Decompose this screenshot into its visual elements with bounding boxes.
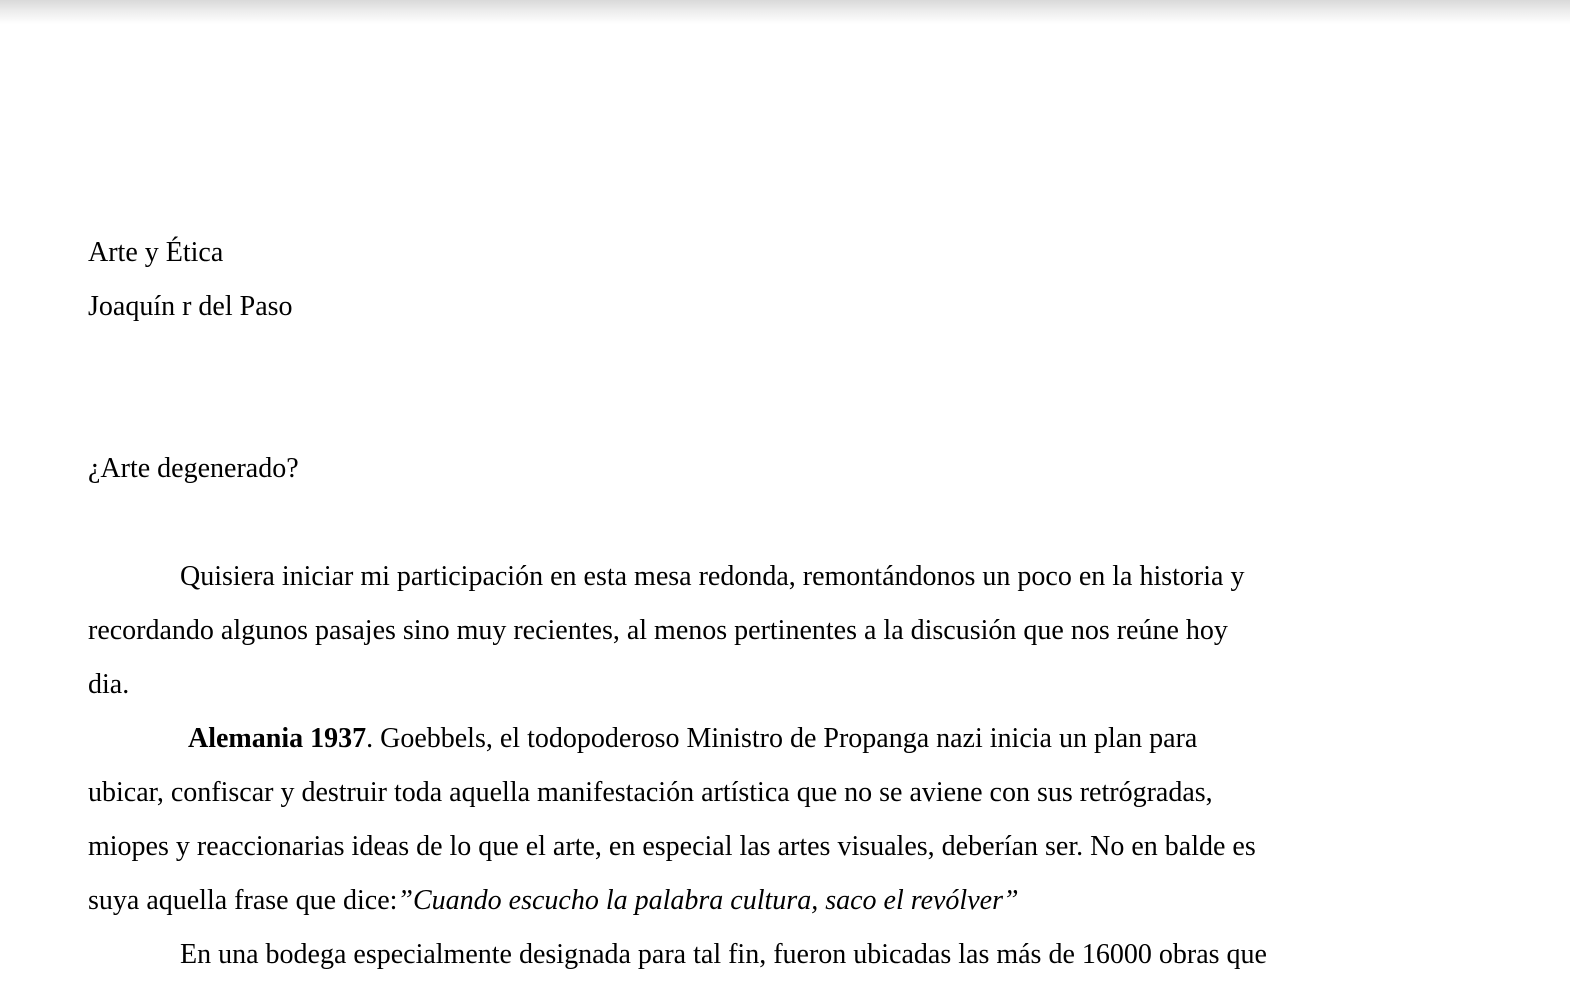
paragraph-2-line-4 bbox=[88, 885, 1019, 917]
paragraph-2-line-3: miopes y reaccionarias ideas de lo que el arte, en especial las artes visuales, deberían ser. No en balde es bbox=[88, 831, 1256, 862]
paragraph-1-line-2: recordando algunos pasajes sino muy recientes, al menos pertinentes a la discusión que nos reúne hoy bbox=[88, 615, 1228, 646]
paragraph-2-line-1 bbox=[188, 723, 1197, 755]
paragraph-2-lead-bold: Alemania 1937 bbox=[188, 723, 367, 754]
section-heading: ¿Arte degenerado? bbox=[88, 453, 299, 484]
paragraph-1-line-1: Quisiera iniciar mi participación en esta mesa redonda, remontándonos un poco en la historia y bbox=[180, 561, 1245, 592]
paragraph-2-line-4-text: suya aquella frase que dice: bbox=[88, 885, 398, 916]
paragraph-2-line-2: ubicar, confiscar y destruir toda aquella manifestación artística que no se aviene con sus retrógradas, bbox=[88, 777, 1213, 808]
document-author: Joaquín r del Paso bbox=[88, 291, 293, 322]
paragraph-3-line-1: En una bodega especialmente designada para tal fin, fueron ubicadas las más de 16000 obras que bbox=[180, 939, 1267, 970]
paragraph-1-line-3: dia. bbox=[88, 669, 130, 700]
paragraph-2-line-1-text: . Goebbels, el todopoderoso Ministro de Propanga nazi inicia un plan para bbox=[366, 723, 1198, 754]
document-title: Arte y Ética bbox=[88, 237, 224, 268]
goebbels-quote: ”Cuando escucho la palabra cultura, saco el revólver” bbox=[397, 885, 1019, 916]
